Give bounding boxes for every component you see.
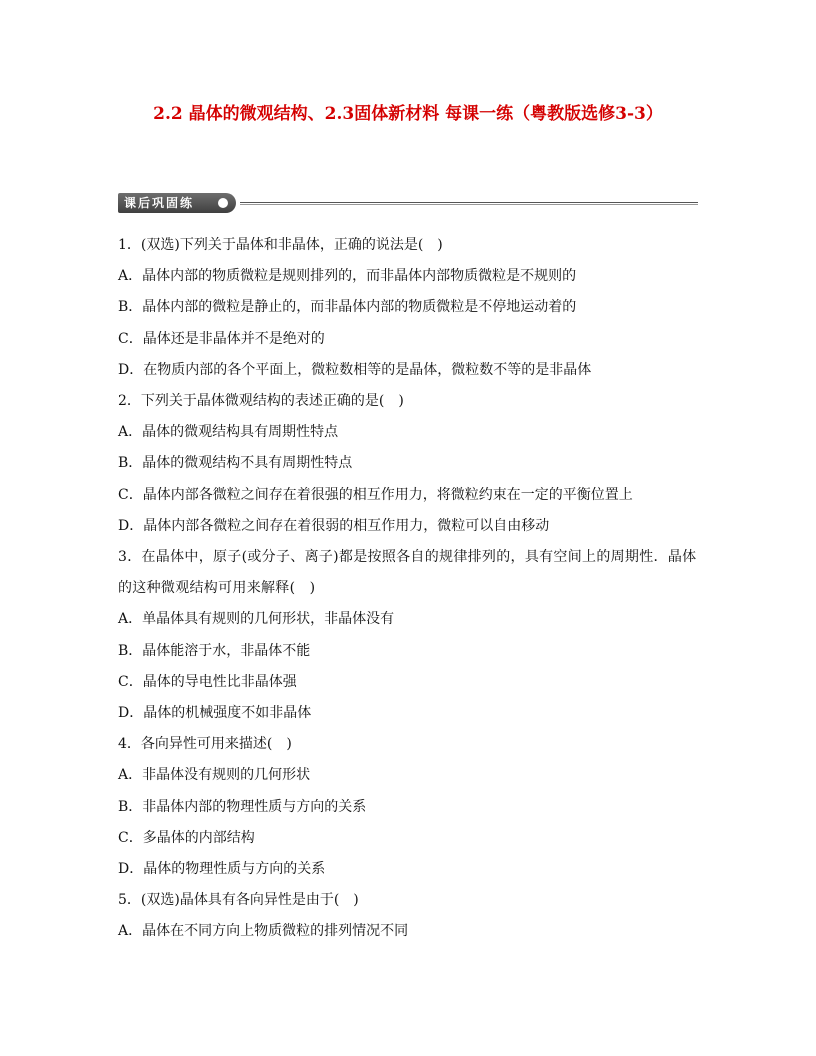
option-a: A．非晶体没有规则的几何形状 [118, 767, 311, 784]
option-c: C．多晶体的内部结构 [118, 829, 255, 846]
section-banner-text: 课后巩固练 [124, 196, 195, 210]
question-stem: 5．(双选)晶体具有各向异性是由于( ) [118, 892, 359, 909]
question-1 [118, 230, 700, 386]
question-stem: 2．下列关于晶体微观结构的表述正确的是( ) [118, 393, 404, 410]
question-list [118, 230, 700, 948]
option-b: B．晶体的微观结构不具有周期性特点 [118, 455, 353, 472]
divider-line [240, 202, 698, 205]
question-5 [118, 885, 700, 947]
question-stem: 4．各向异性可用来描述( ) [118, 736, 292, 753]
option-c: C．晶体还是非晶体并不是绝对的 [118, 330, 325, 347]
option-a: A．晶体在不同方向上物质微粒的排列情况不同 [118, 923, 409, 940]
option-a: A．单晶体具有规则的几何形状，非晶体没有 [118, 611, 395, 628]
question-stem: 3．在晶体中，原子(或分子、离子)都是按照各自的规律排列的，具有空间上的周期性．晶体的这种微观结构可用来解释( ) [118, 549, 697, 597]
option-d: D．晶体内部各微粒之间存在着很弱的相互作用力，微粒可以自由移动 [118, 517, 550, 534]
section-banner [118, 193, 698, 213]
option-b: B．晶体内部的微粒是静止的，而非晶体内部的物质微粒是不停地运动着的 [118, 299, 577, 316]
document-title: 2.2 晶体的微观结构、2.3固体新材料 每课一练（粤教版选修3-3） [153, 104, 663, 124]
option-b: B．非晶体内部的物理性质与方向的关系 [118, 798, 367, 815]
option-d: D．晶体的物理性质与方向的关系 [118, 861, 326, 878]
option-a: A．晶体的微观结构具有周期性特点 [118, 424, 339, 441]
bullet-dot-icon [218, 198, 228, 208]
question-2 [118, 386, 700, 542]
option-d: D．晶体的机械强度不如非晶体 [118, 705, 312, 722]
question-stem: 1．(双选)下列关于晶体和非晶体，正确的说法是( ) [118, 237, 443, 253]
option-a: A．晶体内部的物质微粒是规则排列的，而非晶体内部物质微粒是不规则的 [118, 268, 577, 285]
question-4 [118, 729, 700, 885]
question-3 [118, 542, 700, 729]
option-c: C．晶体内部各微粒之间存在着很强的相互作用力，将微粒约束在一定的平衡位置上 [118, 486, 633, 503]
option-b: B．晶体能溶于水，非晶体不能 [118, 642, 311, 659]
option-c: C．晶体的导电性比非晶体强 [118, 673, 297, 690]
option-d: D．在物质内部的各个平面上，微粒数相等的是晶体，微粒数不等的是非晶体 [118, 361, 592, 378]
